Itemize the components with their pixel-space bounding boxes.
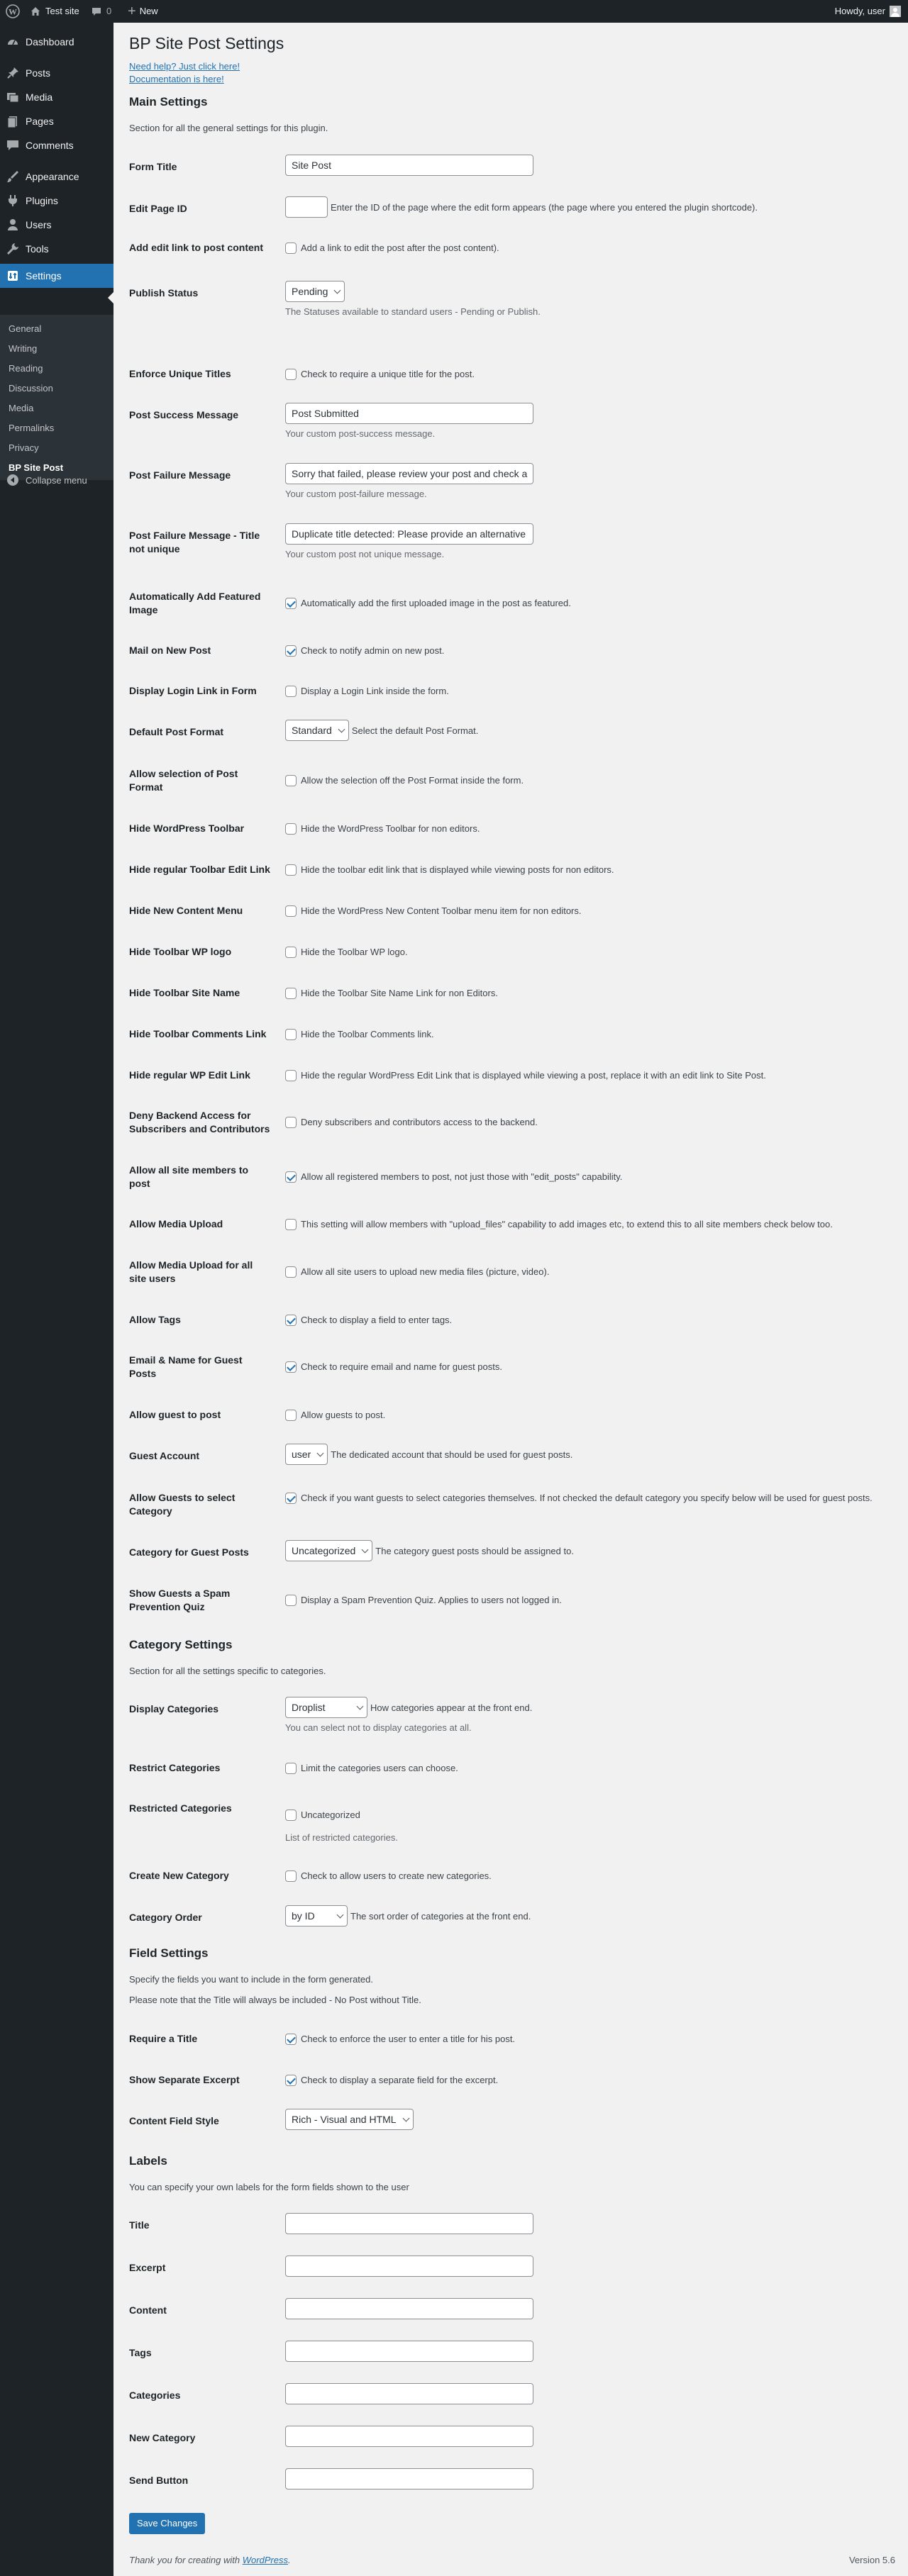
category-order-select[interactable] [285, 1905, 348, 1927]
field-settings-note: Please note that the Title will always be included - No Post without Title. [129, 1995, 421, 2005]
hide-wp-logo-checkbox[interactable] [285, 947, 297, 958]
brush-icon [0, 169, 26, 184]
label-title-label: Title [129, 2219, 150, 2231]
submenu-bp-site-post[interactable]: BP Site Post [9, 462, 64, 473]
label-content-label: Content [129, 2304, 167, 2316]
create-category-label: Create New Category [129, 1870, 229, 1881]
menu-appearance[interactable] [0, 165, 114, 189]
publish-status-value: Pending [292, 285, 328, 297]
failure-message-desc: Your custom post-failure message. [285, 489, 427, 499]
allow-format-text: Allow the selection off the Post Format inside the form. [301, 775, 524, 786]
deny-backend-text: Deny subscribers and contributors access to the backend. [301, 1117, 538, 1127]
menu-posts[interactable] [0, 61, 114, 85]
allow-format-label: Allow selection of Post Format [129, 768, 238, 793]
guest-category-checkbox[interactable] [285, 1493, 297, 1504]
content-style-select[interactable] [285, 2109, 414, 2130]
chevron-down-icon [362, 1546, 369, 1553]
category-guest-select[interactable] [285, 1540, 372, 1561]
featured-image-label: Automatically Add Featured Image [129, 591, 261, 615]
success-message-label: Post Success Message [129, 409, 239, 420]
chevron-down-icon [334, 286, 341, 294]
pin-icon [0, 66, 26, 80]
require-title-text: Check to enforce the user to enter a title for his post. [301, 2034, 516, 2044]
submenu-media[interactable]: Media [9, 403, 34, 413]
chevron-down-icon [402, 2114, 409, 2121]
guest-account-text: The dedicated account that should be used for guest posts. [331, 1449, 573, 1460]
display-categories-value: Droplist [292, 1701, 326, 1713]
submenu-writing[interactable]: Writing [9, 343, 38, 354]
main-settings-desc: Section for all the general settings for this plugin. [129, 123, 328, 133]
page-title: BP Site Post Settings [129, 34, 284, 52]
hide-wp-edit-checkbox[interactable] [285, 1070, 297, 1081]
allow-format-checkbox[interactable] [285, 775, 297, 786]
howdy-label: Howdy, user [834, 6, 885, 16]
publish-status-desc: The Statuses available to standard users - Pending or Publish. [285, 306, 541, 317]
wordpress-link[interactable]: WordPress [242, 2555, 288, 2565]
create-category-checkbox[interactable] [285, 1870, 297, 1882]
submenu-reading[interactable]: Reading [9, 363, 43, 374]
add-edit-link-label: Add edit link to post content [129, 242, 263, 253]
allow-tags-label: Allow Tags [129, 1314, 181, 1325]
label-title-input[interactable] [285, 2213, 533, 2234]
category-guest-value: Uncategorized [292, 1544, 356, 1556]
menu-label: Pages [26, 116, 54, 127]
restricted-uncategorized-label: Uncategorized [301, 1810, 360, 1820]
submenu-privacy[interactable]: Privacy [9, 442, 39, 453]
hide-wp-edit-label: Hide regular WP Edit Link [129, 1069, 250, 1081]
media-icon [0, 90, 26, 104]
post-format-value: Standard [292, 724, 332, 736]
allow-media-all-label: Allow Media Upload for all site users [129, 1259, 253, 1284]
spam-quiz-text: Display a Spam Prevention Quiz. Applies to users not logged in. [301, 1595, 562, 1605]
collapse-icon [0, 474, 26, 486]
hide-edit-link-checkbox[interactable] [285, 864, 297, 876]
allow-all-members-text: Allow all registered members to post, not just those with "edit_posts" capability. [301, 1171, 623, 1182]
hide-toolbar-text: Hide the WordPress Toolbar for non editors. [301, 823, 480, 834]
publish-status-label: Publish Status [129, 287, 199, 299]
menu-settings[interactable] [0, 264, 114, 288]
add-edit-link-checkbox[interactable] [285, 242, 297, 254]
form-title-input[interactable]: Site Post [285, 155, 533, 176]
hide-site-name-label: Hide Toolbar Site Name [129, 987, 240, 998]
hide-toolbar-checkbox[interactable] [285, 823, 297, 835]
submenu-general[interactable]: General [9, 323, 42, 334]
publish-status-select[interactable] [285, 281, 345, 302]
separate-excerpt-label: Show Separate Excerpt [129, 2074, 240, 2085]
field-settings-desc: Specify the fields you want to include in the form generated. [129, 1974, 373, 1985]
email-guest-label: Email & Name for Guest Posts [129, 1354, 243, 1379]
guest-category-label: Allow Guests to select Category [129, 1492, 236, 1517]
restrict-categories-text: Limit the categories users can choose. [301, 1763, 458, 1773]
display-categories-desc: You can select not to display categories at all. [285, 1722, 472, 1733]
restricted-uncategorized-checkbox[interactable] [285, 1810, 297, 1821]
guest-account-label: Guest Account [129, 1450, 200, 1461]
hide-site-name-checkbox[interactable] [285, 988, 297, 999]
plus-icon: + [128, 4, 136, 19]
hide-new-content-label: Hide New Content Menu [129, 905, 243, 916]
menu-users[interactable] [0, 213, 114, 237]
chevron-down-icon [317, 1449, 324, 1456]
menu-plugins[interactable] [0, 189, 114, 213]
guest-account-value: user [292, 1448, 311, 1460]
label-new-category-input[interactable] [285, 2426, 533, 2447]
current-menu-arrow [108, 292, 114, 303]
field-settings-heading: Field Settings [129, 1946, 209, 1960]
admin-sidebar [0, 23, 114, 2576]
allow-all-members-label: Allow all site members to post [129, 1164, 249, 1189]
submenu-permalinks[interactable]: Permalinks [9, 423, 55, 433]
chevron-down-icon [357, 1702, 364, 1710]
hide-new-content-checkbox[interactable] [285, 905, 297, 917]
help-link[interactable]: Need help? Just click here! [129, 61, 240, 72]
new-label: New [139, 6, 158, 16]
comment-icon [0, 138, 26, 152]
restrict-categories-label: Restrict Categories [129, 1762, 221, 1773]
account-menu[interactable] [835, 0, 901, 23]
category-order-label: Category Order [129, 1912, 202, 1923]
spam-quiz-label: Show Guests a Spam Prevention Quiz [129, 1588, 231, 1612]
label-tags-label: Tags [129, 2347, 152, 2358]
svg-text:W: W [9, 6, 17, 17]
allow-media-text: This setting will allow members with "upload_files" capability to add images etc, to extend this to all site members check below too. [301, 1219, 833, 1230]
mail-new-post-label: Mail on New Post [129, 645, 211, 656]
unique-titles-text: Check to require a unique title for the post. [301, 369, 475, 379]
post-format-text: Select the default Post Format. [351, 725, 479, 736]
menu-pages[interactable] [0, 109, 114, 133]
collapse-label: Collapse menu [26, 474, 87, 486]
allow-tags-text: Check to display a field to enter tags. [301, 1315, 453, 1325]
menu-label: Settings [26, 270, 62, 281]
allow-guest-checkbox[interactable] [285, 1410, 297, 1421]
menu-label: Users [26, 219, 52, 230]
category-guest-label: Category for Guest Posts [129, 1546, 249, 1558]
main-settings-heading: Main Settings [129, 95, 208, 108]
label-tags-input[interactable] [285, 2341, 533, 2362]
allow-guest-label: Allow guest to post [129, 1409, 221, 1420]
footer-thanks [129, 2555, 291, 2565]
label-excerpt-label: Excerpt [129, 2262, 166, 2273]
site-name-label: Test site [45, 6, 79, 16]
category-settings-heading: Category Settings [129, 1638, 233, 1651]
guest-category-text: Check if you want guests to select categories themselves. If not checked the default category you specify below will be used for guest posts. [301, 1493, 873, 1503]
display-categories-select[interactable] [285, 1697, 367, 1718]
label-content-input[interactable] [285, 2298, 533, 2319]
category-order-value: by ID [292, 1909, 315, 1922]
footer-thanks-text: Thank you for creating with [129, 2555, 240, 2565]
edit-page-id-label: Edit Page ID [129, 203, 187, 214]
category-settings-desc: Section for all the settings specific to categories. [129, 1666, 326, 1676]
submenu-discussion[interactable]: Discussion [9, 383, 53, 394]
hide-site-name-text: Hide the Toolbar Site Name Link for non Editors. [301, 988, 498, 998]
labels-desc: You can specify your own labels for the form fields shown to the user [129, 2182, 409, 2192]
footer-version: Version 5.6 [848, 2555, 895, 2565]
documentation-link[interactable]: Documentation is here! [129, 74, 224, 84]
settings-icon [0, 269, 26, 283]
login-link-checkbox[interactable] [285, 686, 297, 697]
save-changes-button[interactable]: Save Changes [129, 2513, 205, 2534]
label-new-category-label: New Category [129, 2432, 196, 2443]
failure-title-input[interactable]: Duplicate title detected: Please provide an alternative [285, 523, 533, 545]
spam-quiz-checkbox[interactable] [285, 1595, 297, 1606]
hide-comments-link-label: Hide Toolbar Comments Link [129, 1028, 267, 1039]
allow-media-label: Allow Media Upload [129, 1218, 223, 1230]
category-guest-text: The category guest posts should be assigned to. [375, 1545, 574, 1556]
collapse-menu-button[interactable] [0, 468, 114, 492]
restrict-categories-checkbox[interactable] [285, 1763, 297, 1774]
comments-count: 0 [106, 6, 112, 16]
menu-dashboard[interactable] [0, 30, 114, 54]
hide-comments-link-checkbox[interactable] [285, 1029, 297, 1040]
post-format-label: Default Post Format [129, 726, 224, 737]
menu-label: Comments [26, 140, 74, 151]
label-excerpt-input[interactable] [285, 2256, 533, 2277]
menu-label: Appearance [26, 171, 79, 182]
admin-bar [0, 0, 908, 23]
menu-label: Media [26, 91, 53, 103]
featured-image-text: Automatically add the first uploaded image in the post as featured. [301, 598, 571, 608]
content-style-value: Rich - Visual and HTML [292, 2113, 397, 2125]
display-categories-text: How categories appear at the front end. [370, 1702, 533, 1713]
home-icon [30, 6, 41, 17]
footer [129, 2555, 895, 2565]
create-category-text: Check to allow users to create new categories. [301, 1870, 492, 1881]
pages-icon [0, 114, 26, 128]
display-categories-label: Display Categories [129, 1703, 219, 1714]
email-guest-checkbox[interactable] [285, 1361, 297, 1373]
unique-titles-label: Enforce Unique Titles [129, 368, 231, 379]
site-name-link[interactable] [30, 0, 79, 23]
login-link-text: Display a Login Link inside the form. [301, 686, 449, 696]
restricted-categories-desc: List of restricted categories. [285, 1832, 398, 1843]
allow-guest-text: Allow guests to post. [301, 1410, 386, 1420]
menu-label: Plugins [26, 195, 58, 206]
footer-period: . [288, 2555, 291, 2565]
post-format-select[interactable] [285, 720, 349, 741]
edit-page-id-help: Enter the ID of the page where the edit form appears (the page where you entered the plugin shortcode). [331, 201, 758, 213]
success-message-desc: Your custom post-success message. [285, 428, 436, 439]
allow-tags-checkbox[interactable] [285, 1315, 297, 1326]
restricted-categories-label: Restricted Categories [129, 1802, 232, 1814]
chevron-down-icon [337, 1911, 344, 1918]
hide-wp-edit-text: Hide the regular WordPress Edit Link that is displayed while viewing a post, replace it with an edit link to Site Post. [301, 1070, 766, 1081]
deny-backend-checkbox[interactable] [285, 1117, 297, 1128]
edit-page-id-input[interactable] [285, 196, 328, 218]
add-edit-link-text: Add a link to edit the post after the post content). [301, 242, 499, 253]
menu-comments[interactable] [0, 133, 114, 157]
hide-comments-link-text: Hide the Toolbar Comments link. [301, 1029, 434, 1039]
new-content-link[interactable] [128, 0, 158, 23]
mail-new-post-text: Check to notify admin on new post. [301, 645, 445, 656]
allow-media-checkbox[interactable] [285, 1219, 297, 1230]
hide-edit-link-label: Hide regular Toolbar Edit Link [129, 864, 270, 875]
mail-new-post-checkbox[interactable] [285, 645, 297, 657]
featured-image-checkbox[interactable] [285, 598, 297, 609]
menu-tools[interactable] [0, 237, 114, 261]
menu-label: Dashboard [26, 36, 74, 48]
hide-wp-logo-text: Hide the Toolbar WP logo. [301, 947, 408, 957]
menu-label: Posts [26, 67, 51, 79]
failure-title-label: Post Failure Message - Title not unique [129, 530, 260, 554]
email-guest-text: Check to require email and name for guest posts. [301, 1361, 502, 1372]
hide-edit-link-text: Hide the toolbar edit link that is displayed while viewing posts for non editors. [301, 864, 614, 875]
failure-message-input[interactable]: Sorry that failed, please review your post and check a [285, 463, 533, 484]
hide-wp-logo-label: Hide Toolbar WP logo [129, 946, 232, 957]
separate-excerpt-text: Check to display a separate field for the excerpt. [301, 2075, 499, 2085]
comment-icon [91, 6, 102, 17]
menu-media[interactable] [0, 85, 114, 109]
plug-icon [0, 194, 26, 208]
wordpress-logo-icon[interactable] [6, 0, 20, 23]
label-categories-input[interactable] [285, 2383, 533, 2404]
form-title-label: Form Title [129, 161, 177, 172]
allow-media-all-text: Allow all site users to upload new media files (picture, video). [301, 1266, 550, 1277]
hide-toolbar-label: Hide WordPress Toolbar [129, 823, 245, 834]
dashboard-icon [0, 35, 26, 49]
content-style-label: Content Field Style [129, 2115, 219, 2126]
avatar [890, 6, 901, 17]
allow-all-members-checkbox[interactable] [285, 1171, 297, 1183]
settings-submenu [0, 315, 114, 480]
wrench-icon [0, 242, 26, 256]
success-message-input[interactable]: Post Submitted [285, 403, 533, 424]
deny-backend-label: Deny Backend Access for Subscribers and Contributors [129, 1110, 270, 1134]
failure-title-desc: Your custom post not unique message. [285, 549, 445, 559]
label-send-button-label: Send Button [129, 2475, 189, 2486]
guest-account-select[interactable] [285, 1444, 328, 1465]
login-link-label: Display Login Link in Form [129, 685, 257, 696]
menu-label: Tools [26, 243, 49, 255]
unique-titles-checkbox[interactable] [285, 369, 297, 380]
user-icon [0, 218, 26, 232]
label-send-button-input[interactable] [285, 2468, 533, 2489]
category-order-text: The sort order of categories at the front end. [350, 1910, 531, 1922]
hide-new-content-text: Hide the WordPress New Content Toolbar menu item for non editors. [301, 905, 582, 916]
require-title-label: Require a Title [129, 2033, 198, 2044]
comments-link[interactable] [91, 0, 111, 23]
failure-message-label: Post Failure Message [129, 469, 231, 481]
require-title-checkbox[interactable] [285, 2034, 297, 2045]
chevron-down-icon [338, 725, 345, 732]
separate-excerpt-checkbox[interactable] [285, 2075, 297, 2086]
allow-media-all-checkbox[interactable] [285, 1266, 297, 1278]
labels-heading: Labels [129, 2154, 167, 2168]
label-categories-label: Categories [129, 2390, 181, 2401]
